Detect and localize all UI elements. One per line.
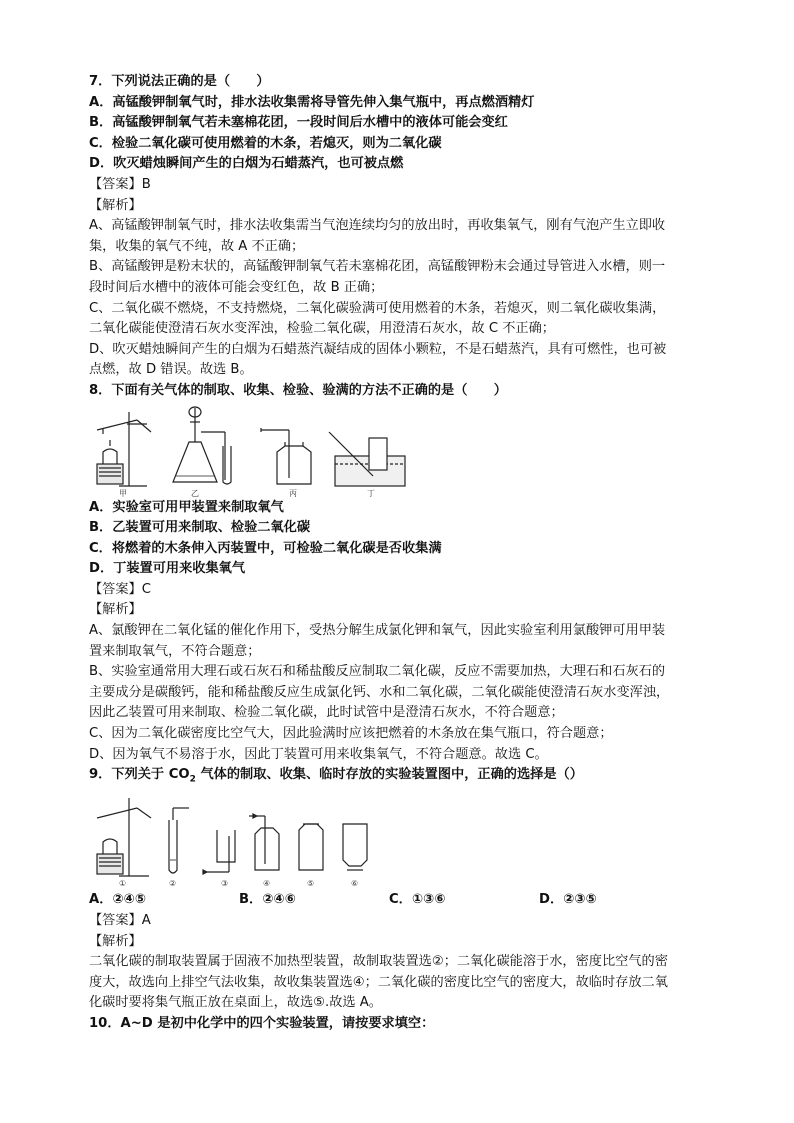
question-9-title <box>89 765 709 790</box>
question-9-title-post: 气体的制取、收集、临时存放的实验装置图中，正确的选择是（） <box>195 767 583 783</box>
question-8-analysis-line: C、因为二氧化碳密度比空气大，因此验满时应该把燃着的木条放在集气瓶口，符合题意； <box>89 726 613 742</box>
question-8-analysis-line: 主要成分是碳酸钙，能和稀盐酸反应生成氯化钙、水和二氧化碳，二氧化碳能使澄清石灰水变浑浊， <box>89 684 670 700</box>
question-7-analysis-line: 二氧化碳能使澄清石灰水变浑浊，检验二氧化碳，用澄清石灰水，故 C 不正确； <box>89 321 555 337</box>
question-7-option-d: D．吹灭蜡烛瞬间产生的白烟为石蜡蒸汽，也可被点燃 <box>89 156 404 172</box>
question-9-analysis-line: 度大，故选向上排空气法收集，故收集装置选④；二氧化碳的密度比空气的密度大，故临时存放二氧 <box>89 974 668 990</box>
question-7-analysis-line: B、高锰酸钾是粉末状的，高锰酸钾制氧气若未塞棉花团，高锰酸钾粉末会通过导管进入水槽，则一 <box>89 259 666 275</box>
figure-label-jia: 甲 <box>119 488 127 498</box>
question-8-analysis-line: 置来制取氧气，不符合题意； <box>89 643 261 659</box>
question-7-analysis-line: D、吹灭蜡烛瞬间产生的白烟为石蜡蒸汽凝结成的固体小颗粒，不是石蜡蒸汽，具有可燃性，也可被 <box>89 341 667 357</box>
question-9-option-b: B．②④⑥ <box>239 892 296 908</box>
question-9-figure <box>89 790 709 890</box>
question-9-analysis-line: 二氧化碳的制取装置属于固液不加热型装置，故制取装置选②；二氧化碳能溶于水，密度比空气的密 <box>89 954 668 970</box>
figure-label-yi: 乙 <box>191 488 199 498</box>
question-8-option-c: C．将燃着的木条伸入丙装置中，可检验二氧化碳是否收集满 <box>89 540 442 556</box>
question-9-option-d: D．②③⑤ <box>539 892 597 908</box>
question-8-answer: 【答案】C <box>89 581 151 597</box>
question-8-analysis-tag: 【解析】 <box>89 602 142 618</box>
question-9-options <box>89 890 709 911</box>
question-9-answer: 【答案】A <box>89 913 151 929</box>
question-7-analysis-tag: 【解析】 <box>89 197 142 213</box>
question-8-option-b: B．乙装置可用来制取、检验二氧化碳 <box>89 520 311 536</box>
question-9-option-c: C．①③⑥ <box>389 892 446 908</box>
figure-label-2: ② <box>169 879 177 889</box>
question-8-title: 8．下面有关气体的制取、收集、检验、验满的方法不正确的是（ ） <box>89 382 507 398</box>
question-8-analysis-line: B、实验室通常用大理石或石灰石和稀盐酸反应制取二氧化碳，反应不需要加热，大理石和石灰石的 <box>89 664 666 680</box>
question-7-analysis-line: 点燃，故 D 错误。故选 B。 <box>89 362 253 378</box>
question-8-analysis-line: D、因为氧气不易溶于水，因此丁装置可用来收集氧气，不符合题意。故选 C。 <box>89 746 548 762</box>
question-7-option-c: C．检验二氧化碳可使用燃着的木条，若熄灭，则为二氧化碳 <box>89 135 442 151</box>
question-7-title: 7．下列说法正确的是（ ） <box>89 74 270 89</box>
question-9-option-a: A．②④⑤ <box>89 892 146 908</box>
question-7-analysis-line: 段时间后水槽中的液体可能会变红色，故 B 正确； <box>89 279 384 295</box>
figure-label-6: ⑥ <box>351 879 359 889</box>
question-9-analysis-tag: 【解析】 <box>89 933 142 949</box>
question-8-analysis-line: A、氯酸钾在二氧化锰的催化作用下，受热分解生成氯化钾和氧气，因此实验室利用氯酸钾可用甲装 <box>89 623 666 639</box>
question-7-option-a: A．高锰酸钾制氧气时，排水法收集需将导管先伸入集气瓶中，再点燃酒精灯 <box>89 94 535 110</box>
question-8-analysis-line: 因此乙装置可用来制取、检验二氧化碳，此时试管中是澄清石灰水，不符合题意； <box>89 705 564 721</box>
question-7-analysis-line: 集，收集的氧气不纯，故 A 不正确； <box>89 238 305 254</box>
question-7-option-b: B．高锰酸钾制氧气若未塞棉花团，一段时间后水槽中的液体可能会变红 <box>89 115 508 131</box>
figure-label-1: ① <box>119 879 127 889</box>
exam-page <box>89 72 709 1035</box>
apparatus-diagram-q9 <box>89 790 389 890</box>
figure-label-5: ⑤ <box>307 879 315 889</box>
question-7-analysis-line: A、高锰酸钾制氧气时，排水法收集需当气泡连续均匀的放出时，再收集氧气，刚有气泡产生立即收 <box>89 218 666 234</box>
question-9-title-subscript: 2 <box>189 774 196 785</box>
question-8-option-d: D．丁装置可用来收集氧气 <box>89 561 246 577</box>
apparatus-diagram-q8 <box>89 402 409 498</box>
question-9-title-pre: 9．下列关于 CO <box>89 767 190 783</box>
figure-label-3: ③ <box>221 879 229 889</box>
figure-label-ding: 丁 <box>367 488 375 498</box>
question-8-option-a: A．实验室可用甲装置来制取氧气 <box>89 499 284 515</box>
figure-label-4: ④ <box>263 879 271 889</box>
question-7-answer: 【答案】B <box>89 176 151 192</box>
question-10-title: 10．A~D 是初中化学中的四个实验装置，请按要求填空： <box>89 1016 435 1032</box>
question-9-analysis-line: 化碳时要将集气瓶正放在桌面上，故选⑤.故选 A。 <box>89 995 382 1011</box>
question-7-analysis-line: C、二氧化碳不燃烧，不支持燃烧，二氧化碳验满可使用燃着的木条，若熄灭，则二氧化碳收集满， <box>89 300 666 316</box>
question-8-figure <box>89 402 709 498</box>
figure-label-bing: 丙 <box>289 488 297 498</box>
